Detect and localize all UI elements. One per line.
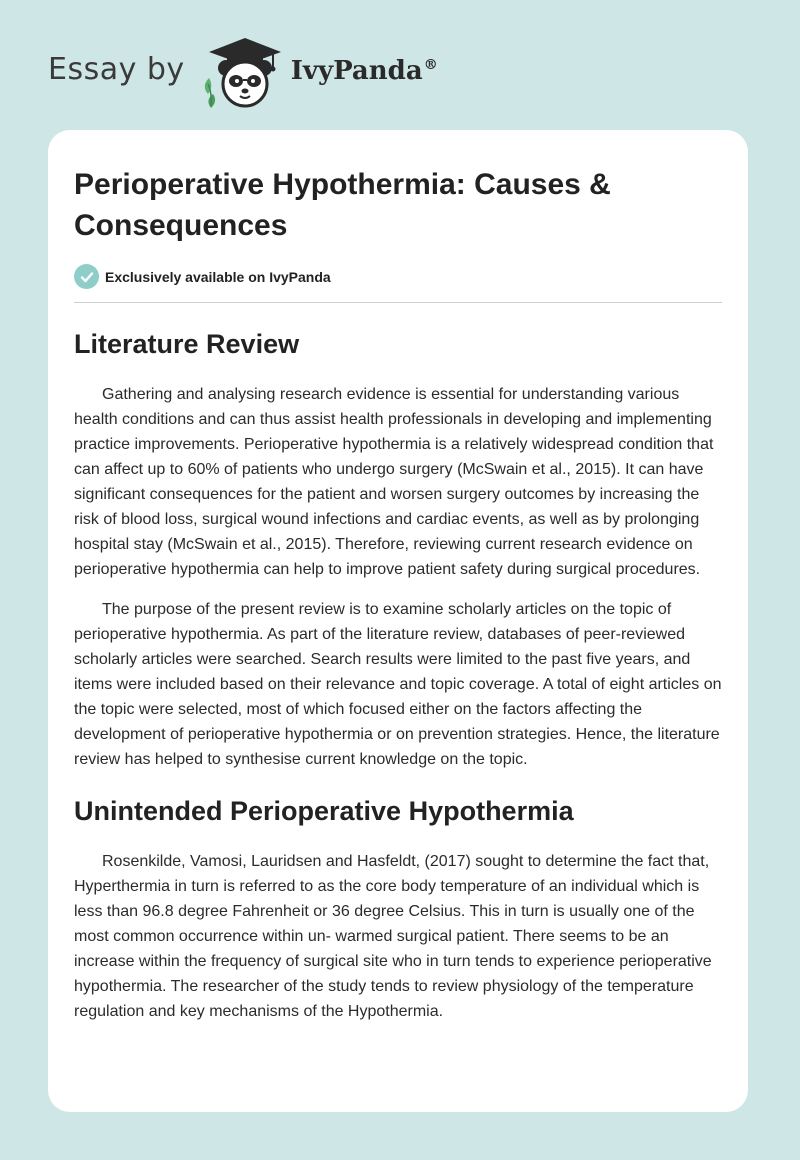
- paragraph: The purpose of the present review is to examine scholarly articles on the topic of perioperative hypothermia. As part of the literature review, databases of peer-reviewed scholarly articles were searched. Search results were limited to the past five years, and items were included based on their relevance and topic coverage. A total of eight articles on the topic were selected, most of which focused either on the factors affecting the development of perioperative hypothermia or on prevention strategies. Hence, the literature review has helped to synthesise current knowledge on the topic.: [74, 601, 722, 768]
- essay-by-label: Essay by: [48, 51, 185, 87]
- exclusive-badge: [74, 264, 722, 289]
- section-heading-literature-review: Literature Review: [74, 329, 300, 359]
- paragraph: Gathering and analysing research evidence is essential for understanding various health conditions and can thus assist health professionals in developing and implementing practice improvements. Perioperative hypothermia is a relatively widespread condition that can affect up to 60% of patients who undergo surgery (McSwain et al., 2015). It can have significant consequences for the patient and worsen surgery outcomes by increasing the risk of blood loss, surgical wound infections and cardiac events, as well as by prolonging hospital stay (McSwain et al., 2015). Therefore, reviewing current research evidence on perioperative hypothermia can help to improve patient safety during surgical procedures.: [74, 386, 714, 578]
- page-title: Perioperative Hypothermia: Causes & Consequences: [74, 168, 611, 242]
- divider: [74, 302, 722, 303]
- exclusive-label: Exclusively available on IvyPanda: [105, 268, 331, 285]
- section-heading-unintended-hypothermia: Unintended Perioperative Hypothermia: [74, 796, 574, 826]
- registered-mark: ®: [423, 57, 438, 74]
- paragraph: Rosenkilde, Vamosi, Lauridsen and Hasfeldt, (2017) sought to determine the fact that, Hyperthermia in turn is referred to as the core body temperature of an individual which is less than 96.8 degree Fahrenheit or 36 degree Celsius. This in turn is usually one of the most common occurrence within un- warmed surgical patient. There seems to be an increase within the frequency of surgical site who in turn tends to experience perioperative hypothermia. The researcher of the study tends to review physiology of the temperature regulation and key mechanisms of the Hypothermia.: [74, 853, 712, 1020]
- checkmark-icon: [74, 264, 99, 289]
- brand-name[interactable]: [291, 56, 438, 86]
- essay-card: [48, 130, 748, 1112]
- site-header: [48, 34, 438, 110]
- panda-logo-icon[interactable]: [199, 34, 283, 110]
- brand-name-text: IvyPanda: [290, 56, 423, 86]
